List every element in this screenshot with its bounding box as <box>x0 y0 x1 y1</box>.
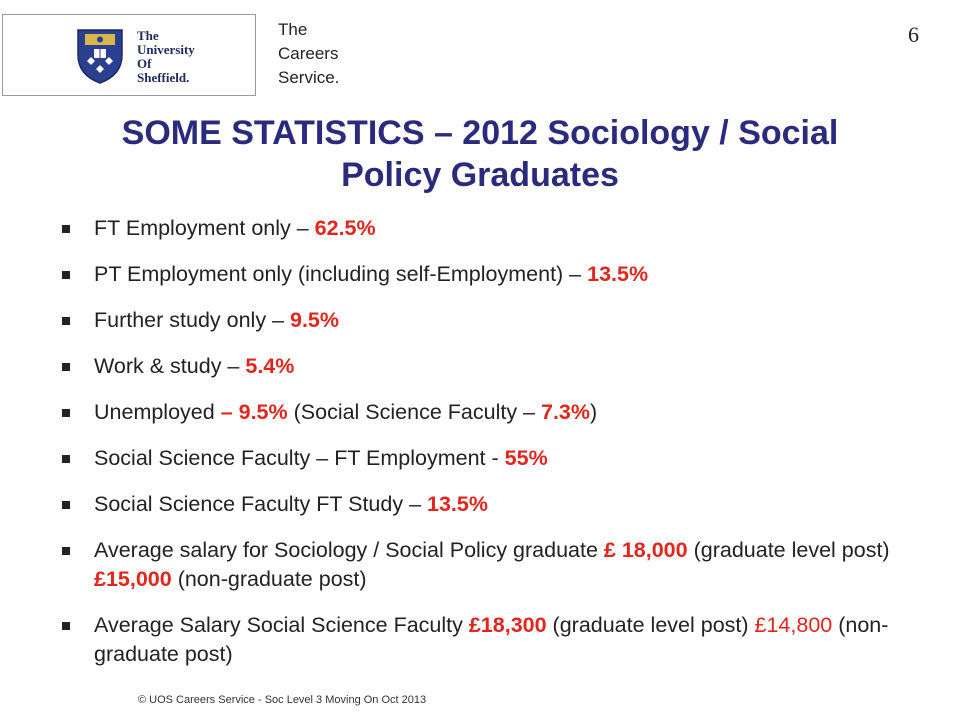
careers-line: The <box>278 20 308 39</box>
item-value: 55% <box>504 446 548 470</box>
careers-service-label <box>278 18 339 90</box>
item-dash: – <box>220 400 239 424</box>
list-item <box>62 352 932 381</box>
logo-line: University <box>137 42 195 57</box>
bullet-icon <box>62 271 70 279</box>
title-line-1: SOME STATISTICS – 2012 Sociology / Social <box>121 114 839 152</box>
careers-line: Careers <box>278 44 339 63</box>
item-label: Average Salary Social Science Faculty <box>94 613 469 637</box>
item-mid: (graduate level post) <box>546 613 755 637</box>
item-end: ) <box>590 400 598 424</box>
item-label: PT Employment only (including self-Employment) – <box>94 262 588 286</box>
item-value: 5.4% <box>245 354 295 378</box>
title-line-2: Policy Graduates <box>341 156 619 194</box>
item-value: £18,300 <box>468 613 547 637</box>
item-value-2: £15,000 <box>94 567 172 591</box>
slide-number: 6 <box>908 22 919 47</box>
slide-title <box>30 112 930 196</box>
item-value: 9.5% <box>289 308 339 332</box>
logo-line: Sheffield. <box>137 70 190 85</box>
footer-text: © UOS Careers Service - Soc Level 3 Moving On Oct 2013 <box>138 694 427 706</box>
bullet-icon <box>62 363 70 371</box>
bullet-icon <box>62 317 70 325</box>
bullet-icon <box>62 455 70 463</box>
statistics-list <box>62 214 932 686</box>
item-mid: (Social Science Faculty – <box>287 400 541 424</box>
list-item <box>62 536 932 594</box>
careers-line: Service. <box>278 68 340 87</box>
list-item <box>62 260 932 289</box>
item-value: 13.5% <box>587 262 649 286</box>
item-label: FT Employment only – <box>94 216 315 240</box>
item-value: 62.5% <box>314 216 376 240</box>
item-value: £ 18,000 <box>603 538 688 562</box>
bullet-icon <box>62 501 70 509</box>
item-label: Social Science Faculty – FT Employment - <box>94 446 505 470</box>
university-crest-icon <box>75 27 125 85</box>
item-value-2: £14,800 <box>754 613 833 637</box>
item-end: (non-graduate post) <box>171 567 367 591</box>
item-end: (non-graduate post) <box>94 613 889 666</box>
item-label: Work & study – <box>94 354 246 378</box>
list-item <box>62 490 932 519</box>
item-value-2: 7.3% <box>540 400 590 424</box>
bullet-icon <box>62 409 70 417</box>
logo-line: Of <box>137 56 152 71</box>
item-mid: (graduate level post) <box>687 538 890 562</box>
list-item <box>62 306 932 335</box>
bullet-icon <box>62 547 70 555</box>
list-item <box>62 444 932 473</box>
bullet-icon <box>62 225 70 233</box>
university-logo <box>2 14 256 96</box>
item-label: Social Science Faculty FT Study – <box>94 492 427 516</box>
item-label: Further study only – <box>94 308 290 332</box>
item-value: 13.5% <box>427 492 488 516</box>
list-item <box>62 398 932 427</box>
logo-text <box>137 29 195 85</box>
item-label: Unemployed <box>94 400 221 424</box>
item-label: Average salary for Sociology / Social Policy graduate <box>94 538 604 562</box>
logo-line: The <box>137 28 159 43</box>
list-item <box>62 214 932 243</box>
item-value: 9.5% <box>238 400 288 424</box>
bullet-icon <box>62 622 70 630</box>
list-item <box>62 611 932 669</box>
